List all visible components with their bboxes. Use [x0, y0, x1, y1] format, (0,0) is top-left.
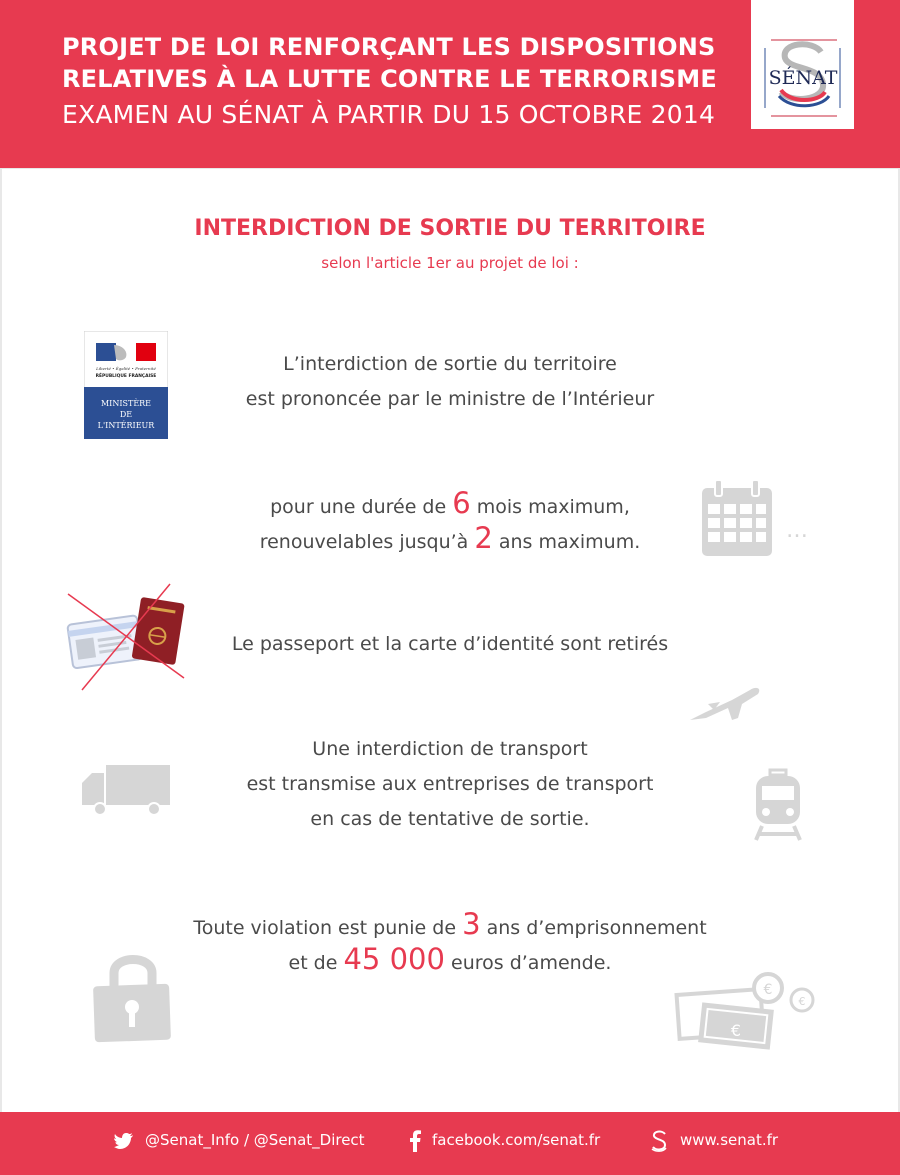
- header-subtitle: EXAMEN AU SÉNAT À PARTIR DU 15 OCTOBRE 2014: [62, 100, 716, 129]
- twitter-icon[interactable]: [114, 1133, 134, 1154]
- coin-euro-symbol-1: €: [763, 982, 773, 998]
- authority-line-1: L’interdiction de sortie du territoire: [283, 353, 617, 375]
- senat-logo[interactable]: [751, 0, 854, 129]
- renew-post: ans maximum.: [498, 531, 641, 553]
- facebook-link[interactable]: facebook.com/senat.fr: [432, 1131, 601, 1149]
- padlock-icon: [92, 945, 176, 1047]
- calendar-icon: [700, 478, 774, 562]
- duration-months: 6: [452, 486, 471, 520]
- section-subtitle: selon l'article 1er au projet de loi :: [321, 254, 579, 272]
- penalty-years: 3: [462, 907, 481, 941]
- ministry-name-1: MINISTÈRE: [100, 399, 152, 408]
- penalty-mid: ans d’emprisonnement: [486, 917, 707, 939]
- banknote-euro-symbol: €: [730, 1021, 742, 1040]
- website-link[interactable]: www.senat.fr: [680, 1131, 779, 1149]
- ministry-name-3: L'INTÉRIEUR: [97, 421, 155, 430]
- authority-line-2: est prononcée par le ministre de l’Intérieur: [245, 388, 655, 410]
- duration-pre: pour une durée de: [270, 496, 447, 518]
- duration-mid: mois maximum,: [476, 496, 630, 518]
- renew-pre: renouvelables jusqu’à: [259, 531, 469, 553]
- facebook-icon[interactable]: [409, 1130, 421, 1156]
- header-title-line1: PROJET DE LOI RENFORÇANT LES DISPOSITIONS: [62, 33, 716, 61]
- fine-amount: 45 000: [343, 942, 445, 976]
- section-title: INTERDICTION DE SORTIE DU TERRITOIRE: [194, 216, 706, 241]
- twitter-handles[interactable]: @Senat_Info / @Senat_Direct: [145, 1131, 365, 1149]
- ministry-name-2: DE: [119, 410, 133, 419]
- coin-euro-symbol-2: €: [798, 995, 806, 1008]
- ministry-motto: Liberté • Égalité • Fraternité: [96, 366, 156, 371]
- fine-pre: et de: [288, 952, 338, 974]
- airplane-icon: [688, 686, 762, 730]
- renew-years: 2: [474, 521, 493, 555]
- header-title-line2: RELATIVES À LA LUTTE CONTRE LE TERRORISME: [62, 65, 717, 93]
- penalty-line: [0, 907, 900, 941]
- transport-line-3: en cas de tentative de sortie.: [310, 808, 590, 830]
- senat-web-icon[interactable]: [650, 1130, 668, 1156]
- fine-post: euros d’amende.: [451, 952, 612, 974]
- documents-line: Le passeport et la carte d’identité sont retirés: [231, 633, 669, 655]
- ministry-logo: [84, 331, 168, 443]
- penalty-pre: Toute violation est punie de: [193, 917, 457, 939]
- logo-text: SÉNAT: [768, 67, 838, 89]
- transport-line-2: est transmise aux entreprises de transport: [246, 773, 654, 795]
- calendar-ellipsis: …: [786, 518, 808, 543]
- train-icon: [754, 768, 802, 846]
- ministry-republic: RÉPUBLIQUE FRANÇAISE: [95, 374, 157, 379]
- money-icon: [672, 970, 822, 1058]
- transport-line-1: Une interdiction de transport: [312, 738, 588, 760]
